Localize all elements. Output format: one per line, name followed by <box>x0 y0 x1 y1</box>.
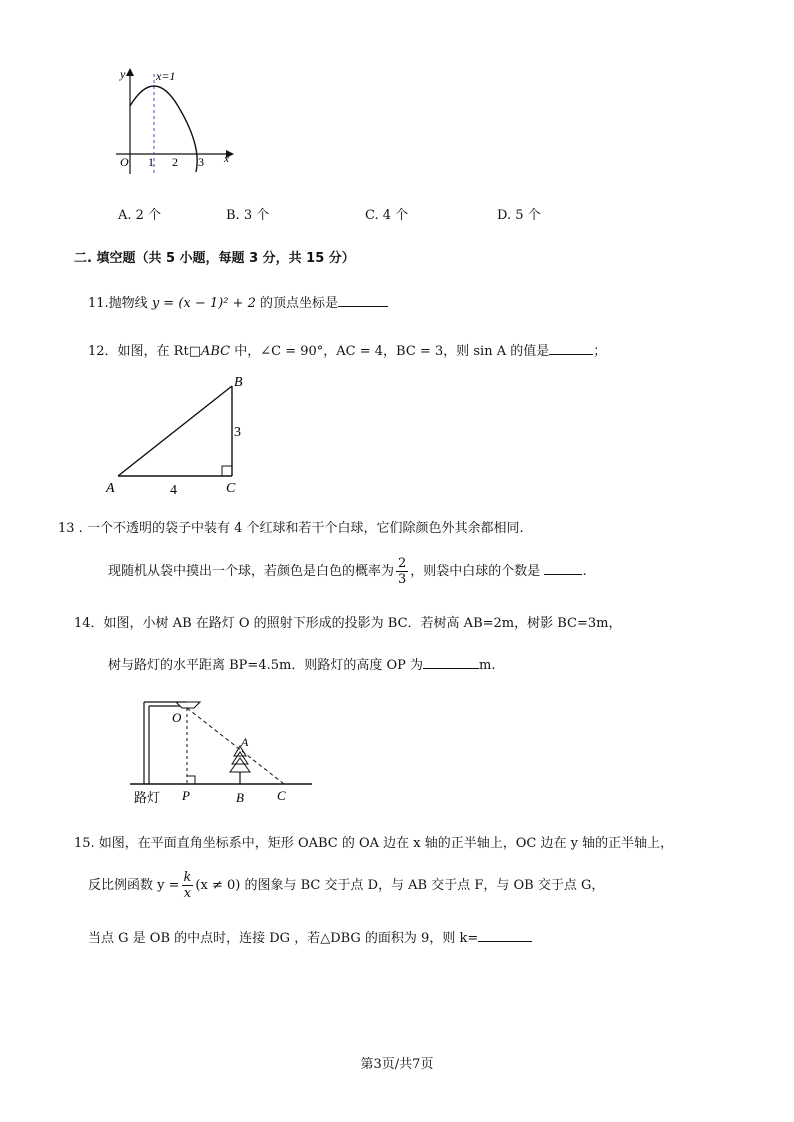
tick-2: 2 <box>172 155 178 169</box>
parabola-curve <box>130 86 197 172</box>
q14-line2-prefix: 树与路灯的水平距离 BP=4.5m．则路灯的高度 OP 为 <box>108 658 423 673</box>
q10-option-b: B. 3 个 <box>226 208 270 223</box>
question-13-line2 <box>108 552 587 592</box>
side-ac-length: 4 <box>170 483 177 498</box>
vertex-c: C <box>226 481 236 496</box>
point-p: P <box>182 788 190 803</box>
tree-icon <box>230 746 250 784</box>
q11-prefix: 11.抛物线 <box>88 296 152 311</box>
right-angle-p <box>187 776 195 784</box>
q14-line2-suffix: m. <box>479 658 496 673</box>
tick-1: 1 <box>148 155 154 169</box>
question-15-line1: 15. 如图，在平面直角坐标系中，矩形 OABC 的 OA 边在 x 轴的正半轴上，OC 边在 y 轴的正半轴上， <box>74 836 674 851</box>
q15-line3-prefix: 当点 G 是 OB 的中点时，连接 DG ，若△DBG 的面积为 9，则 k= <box>88 931 479 946</box>
q13-frac-num: 2 <box>398 556 407 571</box>
light-ray-oc <box>187 708 284 784</box>
tick-3: 3 <box>198 155 204 169</box>
q15-line2-suffix: (x ≠ 0) 的图象与 BC 交于点 D，与 AB 交于点 F，与 OB 交于点 G， <box>195 878 605 893</box>
question-13-line1: 13 . 一个不透明的袋子中装有 4 个红球和若干个白球，它们除颜色外其余都相同. <box>58 521 524 536</box>
question-14-line1: 14．如图，小树 AB 在路灯 O 的照射下形成的投影为 BC．若树高 AB=2m，树影 BC=3m， <box>74 616 622 631</box>
question-15-line2 <box>88 866 604 906</box>
question-12 <box>88 340 606 359</box>
right-angle-mark <box>222 466 232 476</box>
question-11 <box>88 292 388 311</box>
q11-suffix: 的顶点坐标是 <box>255 296 338 311</box>
q10-parabola-graph <box>108 62 238 182</box>
q15-fraction <box>182 870 194 901</box>
point-c: C <box>277 788 286 803</box>
axis-line-label: x=1 <box>156 69 176 83</box>
q12-triangle-figure <box>100 372 260 498</box>
q13-frac-den: 3 <box>398 572 407 587</box>
q15-frac-num: k <box>183 870 192 885</box>
q15-answer-blank <box>478 928 532 942</box>
point-b: B <box>236 790 244 805</box>
q13-answer-blank <box>544 561 582 575</box>
point-a: A <box>241 735 249 749</box>
section2-heading: 二. 填空题（共 5 小题，每题 3 分，共 15 分） <box>74 251 355 266</box>
q15-frac-den: x <box>183 886 192 901</box>
q15-line2-prefix: 反比例函数 y = <box>88 878 180 893</box>
q11-formula: y = (x − 1)² + 2 <box>151 296 256 311</box>
vertex-b: B <box>234 375 243 390</box>
q12-suffix: ； <box>593 344 607 359</box>
page-footer: 第3页/共7页 <box>360 1057 434 1072</box>
q13-fraction <box>396 556 408 587</box>
x-label: x <box>224 153 229 165</box>
q10-option-c: C. 4 个 <box>365 208 409 223</box>
q13-line2-suffix: ，则袋中白球的个数是 <box>410 564 541 579</box>
point-o: O <box>172 710 182 725</box>
q14-streetlight-figure <box>128 694 318 810</box>
origin-label: O <box>120 155 129 169</box>
lamp-label: 路灯 <box>134 790 161 805</box>
q14-answer-blank <box>423 655 479 669</box>
vertex-a: A <box>106 481 115 496</box>
lamp-head-icon <box>176 702 200 708</box>
q12-box-glyph: □ <box>188 344 201 359</box>
q10-option-a: A. 2 个 <box>118 208 162 223</box>
q12-triangle: ABC <box>200 344 231 359</box>
q12-mid: 中，∠C = 90°，AC = 4，BC = 3，则 sin A 的值是 <box>230 344 550 359</box>
q11-answer-blank <box>338 293 388 307</box>
q12-prefix: 12．如图，在 Rt <box>88 344 189 359</box>
question-15-line3 <box>88 927 532 946</box>
side-ab <box>118 386 232 476</box>
y-label: y <box>120 67 126 81</box>
question-14-line2 <box>108 654 495 673</box>
y-axis-arrow <box>126 68 134 76</box>
q13-line2-prefix: 现随机从袋中摸出一个球，若颜色是白色的概率为 <box>108 564 395 579</box>
q10-option-d: D. 5 个 <box>497 208 541 223</box>
side-bc-length: 3 <box>234 425 241 440</box>
q13-end: . <box>582 564 587 579</box>
q12-answer-blank <box>549 341 593 355</box>
